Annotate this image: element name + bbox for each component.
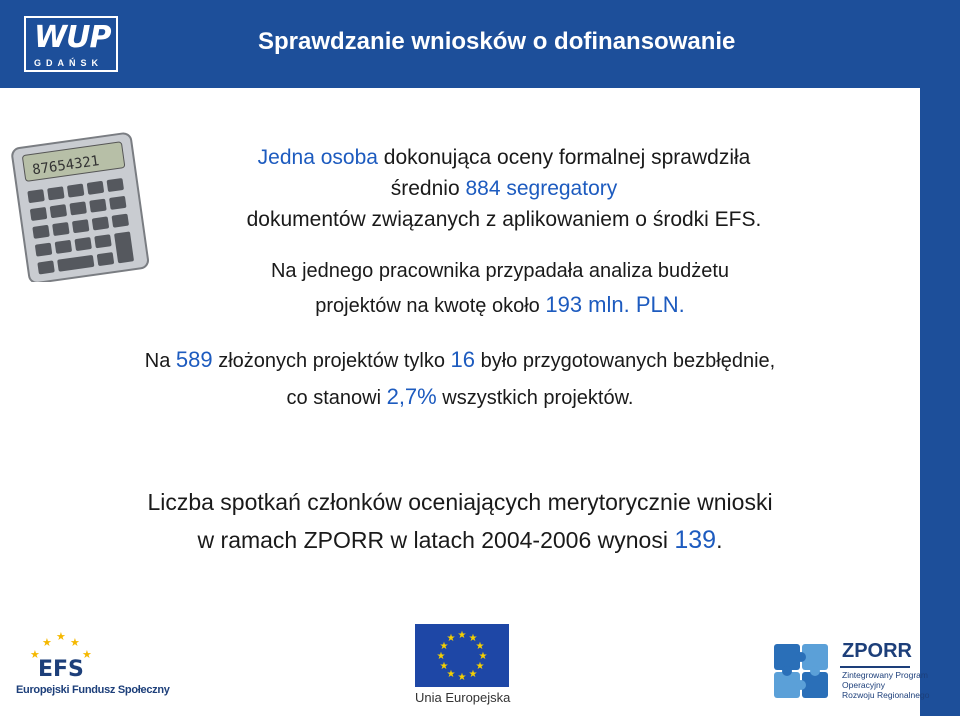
svg-text:★: ★ xyxy=(436,651,446,662)
svg-text:★: ★ xyxy=(446,669,456,680)
wup-logo xyxy=(24,16,118,72)
eu-flag-icon xyxy=(415,624,509,687)
svg-text:★: ★ xyxy=(475,641,485,652)
para3-text-b: złożonych projektów tylko xyxy=(212,350,451,372)
para4-line2-pre: w ramach ZPORR w latach 2004-2006 wynosi xyxy=(197,527,675,553)
page-title: Sprawdzanie wniosków o dofinansowanie xyxy=(258,28,736,55)
para1-line3: dokumentów związanych z aplikowaniem o środki EFS. xyxy=(246,208,762,231)
highlight-percent: 2,7% xyxy=(386,384,437,409)
svg-text:★: ★ xyxy=(457,630,467,641)
zporr-name: ZPORR xyxy=(842,640,912,662)
wup-logo-text: WUP xyxy=(34,20,111,55)
zporr-sub-line1: Zintegrowany Program xyxy=(842,670,928,680)
svg-text:★: ★ xyxy=(457,672,467,683)
svg-text:★: ★ xyxy=(446,633,456,644)
efs-caption: Europejski Fundusz Społeczny xyxy=(16,684,170,696)
svg-text:★: ★ xyxy=(439,661,449,672)
zporr-puzzle-icon xyxy=(770,640,832,702)
svg-text:★: ★ xyxy=(30,648,40,661)
svg-text:★: ★ xyxy=(478,651,488,662)
zporr-sub-line2: Operacyjny xyxy=(842,680,885,690)
svg-text:87654321: 87654321 xyxy=(31,153,101,179)
highlight-589: 589 xyxy=(175,347,213,372)
para3-text-a: Na xyxy=(144,350,176,372)
para4-line2-post: . xyxy=(716,527,723,553)
svg-text:★: ★ xyxy=(468,633,478,644)
para3-text-c: było przygotowanych bezbłędnie, xyxy=(475,350,776,372)
efs-logo-text: EFS xyxy=(38,657,84,682)
svg-text:★: ★ xyxy=(468,669,478,680)
para4-line1: Liczba spotkań członków oceniających merytorycznie wnioski xyxy=(147,489,773,515)
para1-line1: dokonująca oceny formalnej sprawdziła xyxy=(377,146,751,169)
para1-line2-pre: średnio xyxy=(390,177,466,200)
paragraph-four xyxy=(20,483,900,559)
svg-text:★: ★ xyxy=(475,661,485,672)
eu-caption: Unia Europejska xyxy=(415,690,511,705)
svg-text:★: ★ xyxy=(439,641,449,652)
para2-line1: Na jednego pracownika przypadała analiza budżetu xyxy=(270,260,730,282)
paragraph-two xyxy=(150,255,850,323)
zporr-subtitle xyxy=(842,670,929,700)
para3-text-d: co stanowi xyxy=(286,387,387,409)
highlight-16: 16 xyxy=(450,347,476,372)
wup-logo-subtext: GDAŃSK xyxy=(34,58,104,68)
svg-text:★: ★ xyxy=(70,636,80,649)
paragraph-one xyxy=(164,142,844,235)
highlight-budget: 193 mln. PLN. xyxy=(545,292,685,317)
right-side-bar xyxy=(920,0,960,716)
svg-text:★: ★ xyxy=(42,636,52,649)
zporr-divider xyxy=(840,666,910,668)
svg-text:★: ★ xyxy=(82,648,92,661)
highlight-139: 139 xyxy=(674,526,717,554)
highlight-one-person: Jedna osoba xyxy=(257,146,378,169)
para2-line2-pre: projektów na kwotę około xyxy=(315,295,546,317)
calculator-image xyxy=(8,132,154,282)
highlight-binders: 884 segregatory xyxy=(465,177,618,200)
paragraph-three xyxy=(20,342,900,416)
para3-text-e: wszystkich projektów. xyxy=(436,387,634,409)
zporr-sub-line3: Rozwoju Regionalnego xyxy=(842,690,930,700)
svg-text:★: ★ xyxy=(56,630,66,643)
header-bar xyxy=(0,0,960,88)
